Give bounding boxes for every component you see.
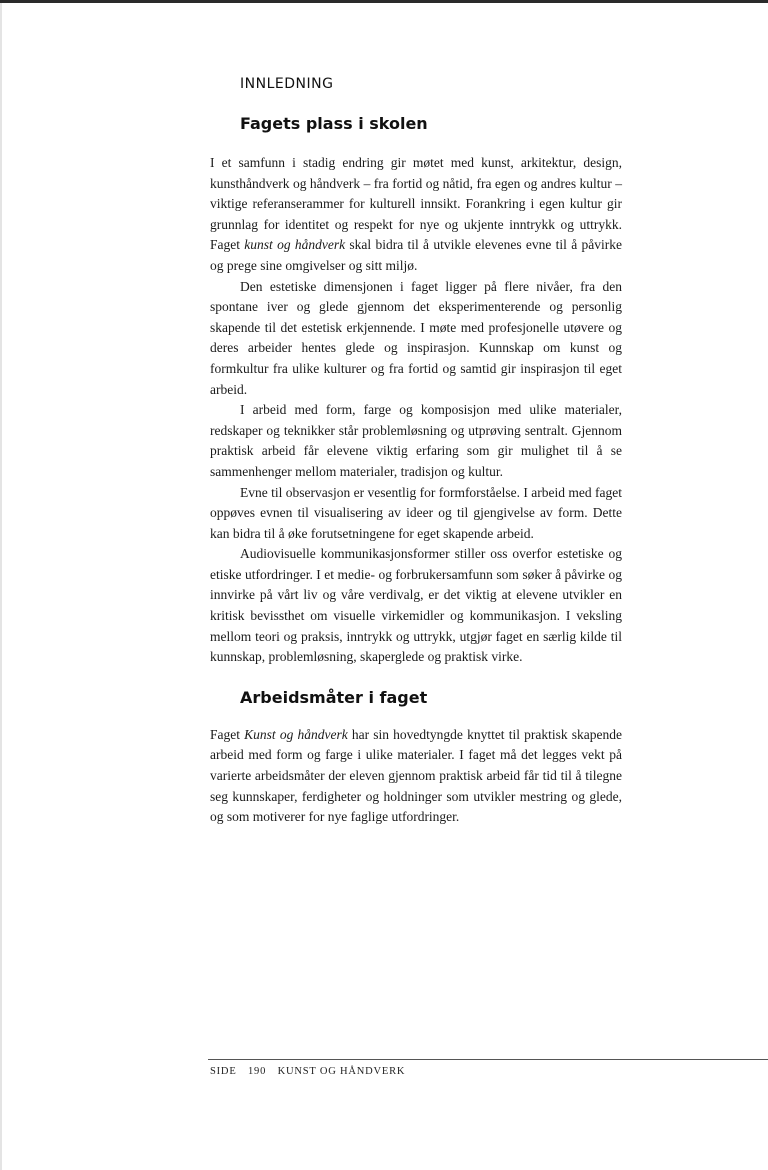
paragraph [210, 153, 622, 277]
section2-body [210, 725, 622, 828]
paragraph [210, 400, 622, 482]
text-run: Faget [210, 726, 245, 742]
text-run: Evne til observasjon er vesentlig for formforståelse. I arbeid med faget oppøves evnen til visualisering av ideer og til gjengivelse av form. Dette kan bidra til å øke forutsetningene for eget skapende arbeid. [210, 484, 622, 541]
page-edge [0, 0, 2, 1170]
footer-subject: KUNST OG HÅNDVERK [277, 1066, 406, 1077]
page-footer [210, 1066, 413, 1077]
text-run: I et samfunn i stadig endring gir møtet med kunst, arkitektur, design, kunsthåndverk og håndverk – fra fortid og nåtid, fra egen og andres kultur – viktige referanserammer for kulturell innsikt. Forankring i egen kultur gir grunnlag for identitet og respekt for nye og ukjente inntrykk og uttrykk. Faget [210, 155, 622, 253]
paragraph [210, 725, 622, 828]
text-run: I arbeid med form, farge og komposisjon med ulike materialer, redskaper og teknikker står problemløsning og utprøving sentralt. Gjennom praktisk arbeid får elevene viktig erfaring som gir mulighet til å se sammenhenger mellom materialer, tradisjon og kultur. [210, 402, 622, 479]
heading-fagets-plass: Fagets plass i skolen [240, 114, 428, 133]
text-run: skal bidra til å utvikle elevenes evne til å påvirke og prege sine omgivelser og sitt miljø. [210, 237, 622, 273]
text-run: Audiovisuelle kommunikasjonsformer stiller oss overfor estetiske og etiske utfordringer. I et medie- og forbrukersamfunn som søker å påvirke og innvirke på vårt liv og våre verdivalg, er det viktig at elevene utvikler en kritisk bevissthet om visuelle virkemidler og kommunikasjon. I veksling mellom teori og praksis, inntrykk og uttrykk, utgjør faget en særlig kilde til kunnskap, problemløsning, skaperglede og praktisk virke. [210, 546, 622, 665]
text-run: Den estetiske dimensjonen i faget ligger på flere nivåer, fra den spontane iver og glede gjennom det eksperimenterende og personlig skapende til det estetisk erkjennende. I møte med profesjonelle utøvere og deres arbeider hentes glede og inspirasjon. Kunnskap om kunst og formkultur fra ulike kulturer og fra fortid og samtid gir inspirasjon til eget arbeid. [210, 278, 622, 397]
section-label: INNLEDNING [240, 76, 334, 92]
heading-arbeidsmater: Arbeidsmåter i faget [240, 687, 428, 707]
italic-title: kunst og håndverk [244, 237, 346, 253]
top-border [0, 0, 768, 3]
footer-rule [208, 1059, 768, 1060]
section1-body [210, 153, 622, 668]
page-body [210, 70, 622, 828]
paragraph [210, 277, 622, 401]
italic-title: Kunst og håndverk [244, 726, 348, 742]
paragraph [210, 544, 622, 668]
footer-side-label: SIDE [210, 1066, 237, 1077]
paragraph [210, 483, 622, 545]
footer-page-number: 190 [247, 1066, 267, 1077]
text-run: har sin hovedtyngde knyttet til praktisk skapende arbeid med form og farge i ulike materialer. I faget må det legges vekt på varierte arbeidsmåter der eleven gjennom praktisk arbeid får tid til å tilegne seg kunnskaper, ferdigheter og holdninger som utvikler mestring og glede, og som motiverer for nye faglige utfordringer. [210, 726, 622, 825]
